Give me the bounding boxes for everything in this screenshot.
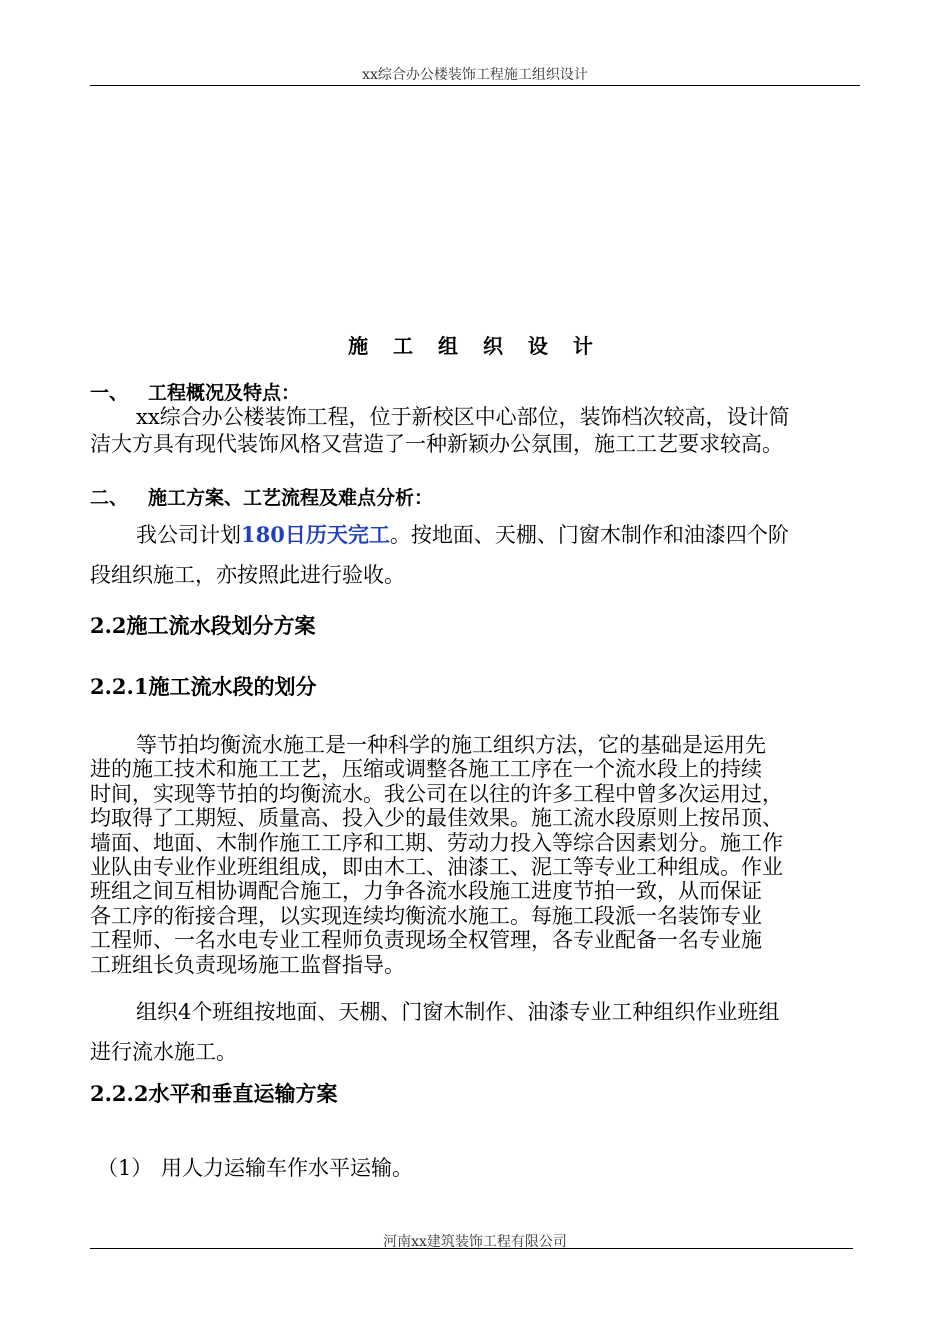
section-2-2-1-paragraph1 [90,733,862,977]
paragraph-line: 各工序的衔接合理，以实现连续均衡流水施工。每施工段派一名装饰专业 [90,903,762,928]
paragraph-line: 墙面、地面、木制作施工工序和工期、劳动力投入等综合因素划分。施工作 [90,830,783,855]
section-2-2-2-heading: 2.2.2水平和垂直运输方案 [90,1081,338,1106]
section-2-2-1-heading: 2.2.1施工流水段的划分 [90,674,317,699]
paragraph-line: 进行流水施工。 [90,1040,237,1064]
section1-number: 一、 [90,382,129,404]
list-item-text: 用人力运输车作水平运输。 [161,1156,413,1180]
header-rule [90,85,860,86]
section1-line: xx综合办公楼装饰工程，位于新校区中心部位，装饰档次较高，设计简 [136,405,790,429]
document-title: 施 工 组 织 设 计 [348,334,602,358]
page-footer: 河南xx建筑装饰工程有限公司 [383,1234,567,1250]
list-item [97,1152,413,1182]
section1-title: 工程概况及特点： [148,382,301,404]
section-2-2-heading: 2.2施工流水段划分方案 [90,613,316,638]
section1-heading [90,378,300,405]
section2-paragraph [90,515,862,595]
paragraph-line: 班组之间互相协调配合施工，力争各流水段施工进度节拍一致，从而保证 [90,879,762,904]
paragraph-line: 业队由专业作业班组组成，即由木工、油漆工、泥工等专业工种组成。作业 [90,855,783,880]
section1-paragraph [90,404,862,458]
completion-period-highlight: 180日历天完工 [241,522,390,547]
paragraph-line: 均取得了工期短、质量高、投入少的最佳效果。施工流水段原则上按吊顶、 [90,806,783,831]
section-2-2-1-paragraph2 [90,992,862,1072]
section2-line2: 段组织施工，亦按照此进行验收。 [90,563,405,587]
section2-heading [90,483,433,510]
section2-title: 施工方案、工艺流程及难点分析： [148,487,434,509]
section2-line1 [90,515,862,555]
section2-number: 二、 [90,487,129,509]
paragraph-line: 时间，实现等节拍的均衡流水。我公司在以往的许多工程中曾多次运用过， [90,781,783,806]
section1-line: 洁大方具有现代装饰风格又营造了一种新颖办公氛围，施工工艺要求较高。 [90,432,783,456]
paragraph-line: 等节拍均衡流水施工是一种科学的施工组织方法，它的基础是运用先 [136,733,766,757]
paragraph-line: 工程师、一名水电专业工程师负责现场全权管理，各专业配备一名专业施 [90,928,762,953]
footer-rule [90,1248,853,1249]
section2-line1-suffix: 。按地面、天棚、门窗木制作和油漆四个阶 [389,523,789,547]
paragraph-line: 进的施工技术和施工工艺，压缩或调整各施工工序在一个流水段上的持续 [90,757,762,782]
paragraph-line: 工班组长负责现场施工监督指导。 [90,952,405,977]
list-item-number: （1） [97,1156,153,1180]
section2-line1-prefix: 我公司计划 [136,523,241,547]
paragraph-line: 组织4个班组按地面、天棚、门窗木制作、油漆专业工种组织作业班组 [136,1000,780,1024]
page-header: xx综合办公楼装饰工程施工组织设计 [362,67,588,83]
